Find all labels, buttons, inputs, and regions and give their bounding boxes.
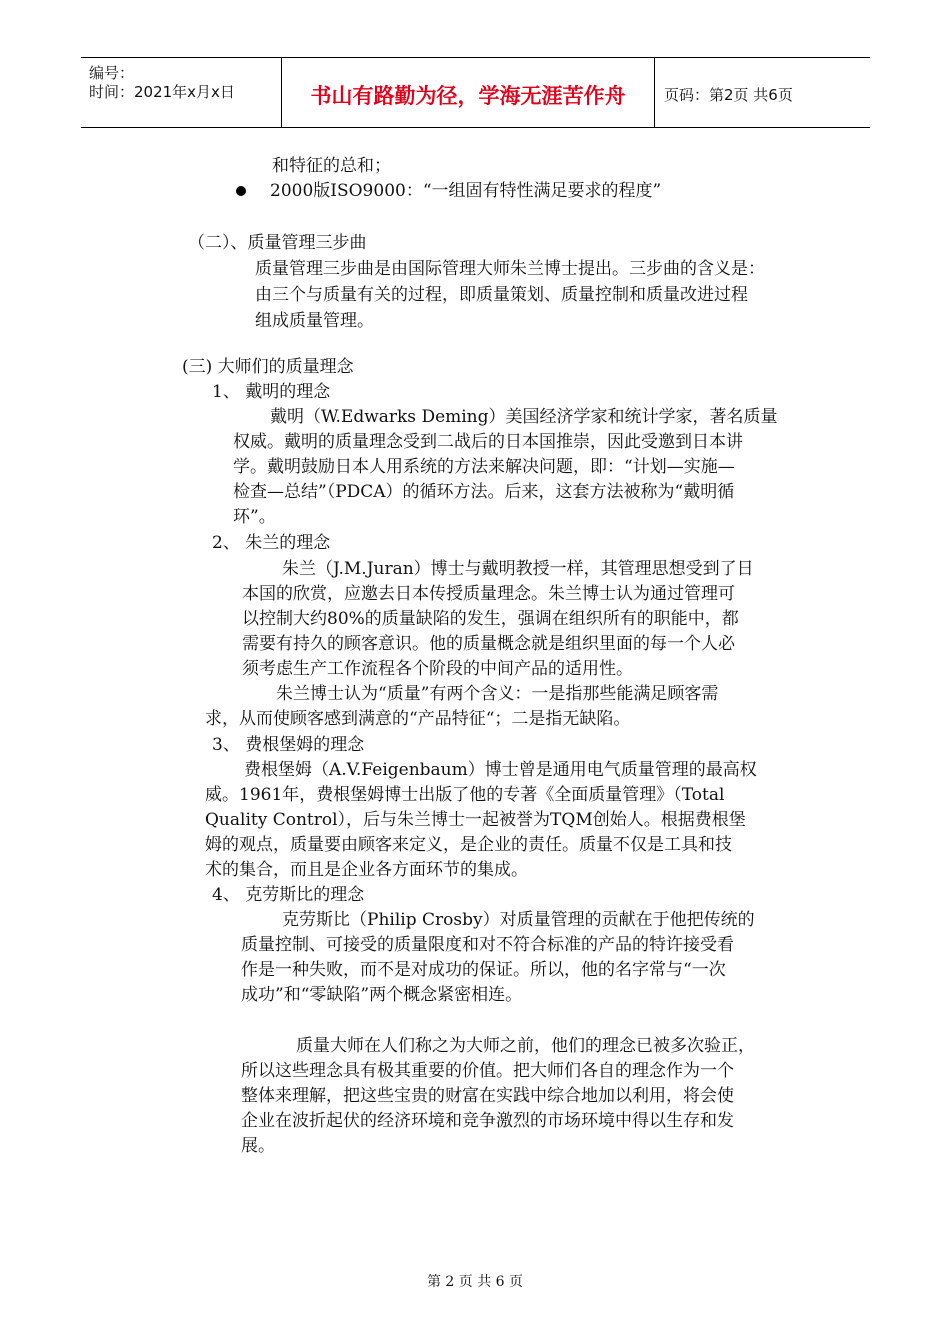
section-heading: （二）、质量管理三步曲 — [188, 233, 367, 253]
body-line: 威。1961年，费根堡姆博士出版了他的专著《全面质量管理》（Total — [205, 785, 725, 805]
body-line: 朱兰博士认为“质量”有两个含义：一是指那些能满足顾客需 — [276, 684, 719, 704]
header-motto: 书山有路勤为径，学海无涯苦作舟 — [310, 84, 626, 108]
page-footer: 第 2 页 共 6 页 — [426, 1274, 524, 1290]
body-line: 质量控制、可接受的质量限度和对不符合标准的产品的特许接受看 — [241, 935, 734, 955]
body-line: 费根堡姆（A.V.Feigenbaum）博士曾是通用电气质量管理的最高权 — [244, 760, 757, 780]
body-line: 企业在波折起伏的经济环境和竞争激烈的市场环境中得以生存和发 — [241, 1111, 734, 1131]
body-line: 术的集合，而且是企业各方面环节的集成。 — [205, 860, 528, 880]
header-left-cell — [81, 58, 281, 127]
body-line: 组成质量管理。 — [255, 311, 374, 331]
body-line: 质量大师在人们称之为大师之前，他们的理念已被多次验正， — [296, 1036, 755, 1056]
body-line: 2000版ISO9000：“一组固有特性满足要求的程度” — [270, 181, 662, 201]
header-center-cell — [281, 58, 655, 127]
document-header — [81, 57, 870, 128]
body-line: 以控制大约80%的质量缺陷的发生，强调在组织所有的职能中，都 — [242, 609, 739, 629]
body-line: 须考虑生产工作流程各个阶段的中间产品的适用性。 — [242, 659, 633, 679]
body-line: 所以这些理念具有极其重要的价值。把大师们各自的理念作为一个 — [241, 1061, 734, 1081]
subsection-heading: 1、 戴明的理念 — [212, 382, 331, 402]
document-time-label: 时间：2021年x月x日 — [89, 83, 235, 101]
body-line: 克劳斯比（Philip Crosby）对质量管理的贡献在于他把传统的 — [282, 910, 755, 930]
subsection-heading: 2、 朱兰的理念 — [212, 533, 331, 553]
subsection-heading: 4、 克劳斯比的理念 — [212, 885, 365, 905]
body-line: 学。戴明鼓励日本人用系统的方法来解决问题，即：“计划—实施— — [233, 457, 735, 477]
body-line: 成功”和“零缺陷”两个概念紧密相连。 — [241, 985, 523, 1005]
body-line: 质量管理三步曲是由国际管理大师朱兰博士提出。三步曲的含义是： — [255, 259, 765, 279]
subsection-heading: 3、 费根堡姆的理念 — [212, 735, 365, 755]
document-number-label: 编号： — [89, 64, 135, 82]
body-line: 本国的欣赏，应邀去日本传授质量理念。朱兰博士认为通过管理可 — [242, 584, 735, 604]
body-line: 和特征的总和； — [272, 156, 391, 176]
body-line: 作是一种失败，而不是对成功的保证。所以，他的名字常与“一次 — [241, 960, 726, 980]
body-line: 需要有持久的顾客意识。他的质量概念就是组织里面的每一个人必 — [242, 634, 735, 654]
body-line: 朱兰（J.M.Juran）博士与戴明教授一样，其管理思想受到了日 — [282, 559, 754, 579]
body-line: Quality Control），后与朱兰博士一起被誉为TQM创始人。根据费根堡 — [205, 810, 746, 830]
header-right-cell — [654, 58, 870, 127]
bullet-icon — [236, 186, 246, 196]
body-line: 由三个与质量有关的过程，即质量策划、质量控制和质量改进过程 — [255, 285, 748, 305]
body-line: 整体来理解，把这些宝贵的财富在实践中综合地加以利用，将会使 — [241, 1086, 734, 1106]
body-line: 权威。戴明的质量理念受到二战后的日本国推崇，因此受邀到日本讲 — [233, 432, 743, 452]
header-page-info: 页码：第2页 共6页 — [664, 86, 793, 104]
body-line: 姆的观点，质量要由顾客来定义，是企业的责任。质量不仅是工具和技 — [205, 835, 732, 855]
section-heading: (三) 大师们的质量理念 — [182, 357, 354, 377]
body-line: 检查—总结”（PDCA）的循环方法。后来，这套方法被称为“戴明循 — [233, 482, 735, 502]
body-line: 环”。 — [233, 507, 276, 527]
body-line: 展。 — [241, 1136, 275, 1156]
body-line: 戴明（W.Edwarks Deming）美国经济学家和统计学家，著名质量 — [270, 407, 778, 427]
body-line: 求，从而使顾客感到满意的“产品特征“；二是指无缺陷。 — [205, 709, 631, 729]
